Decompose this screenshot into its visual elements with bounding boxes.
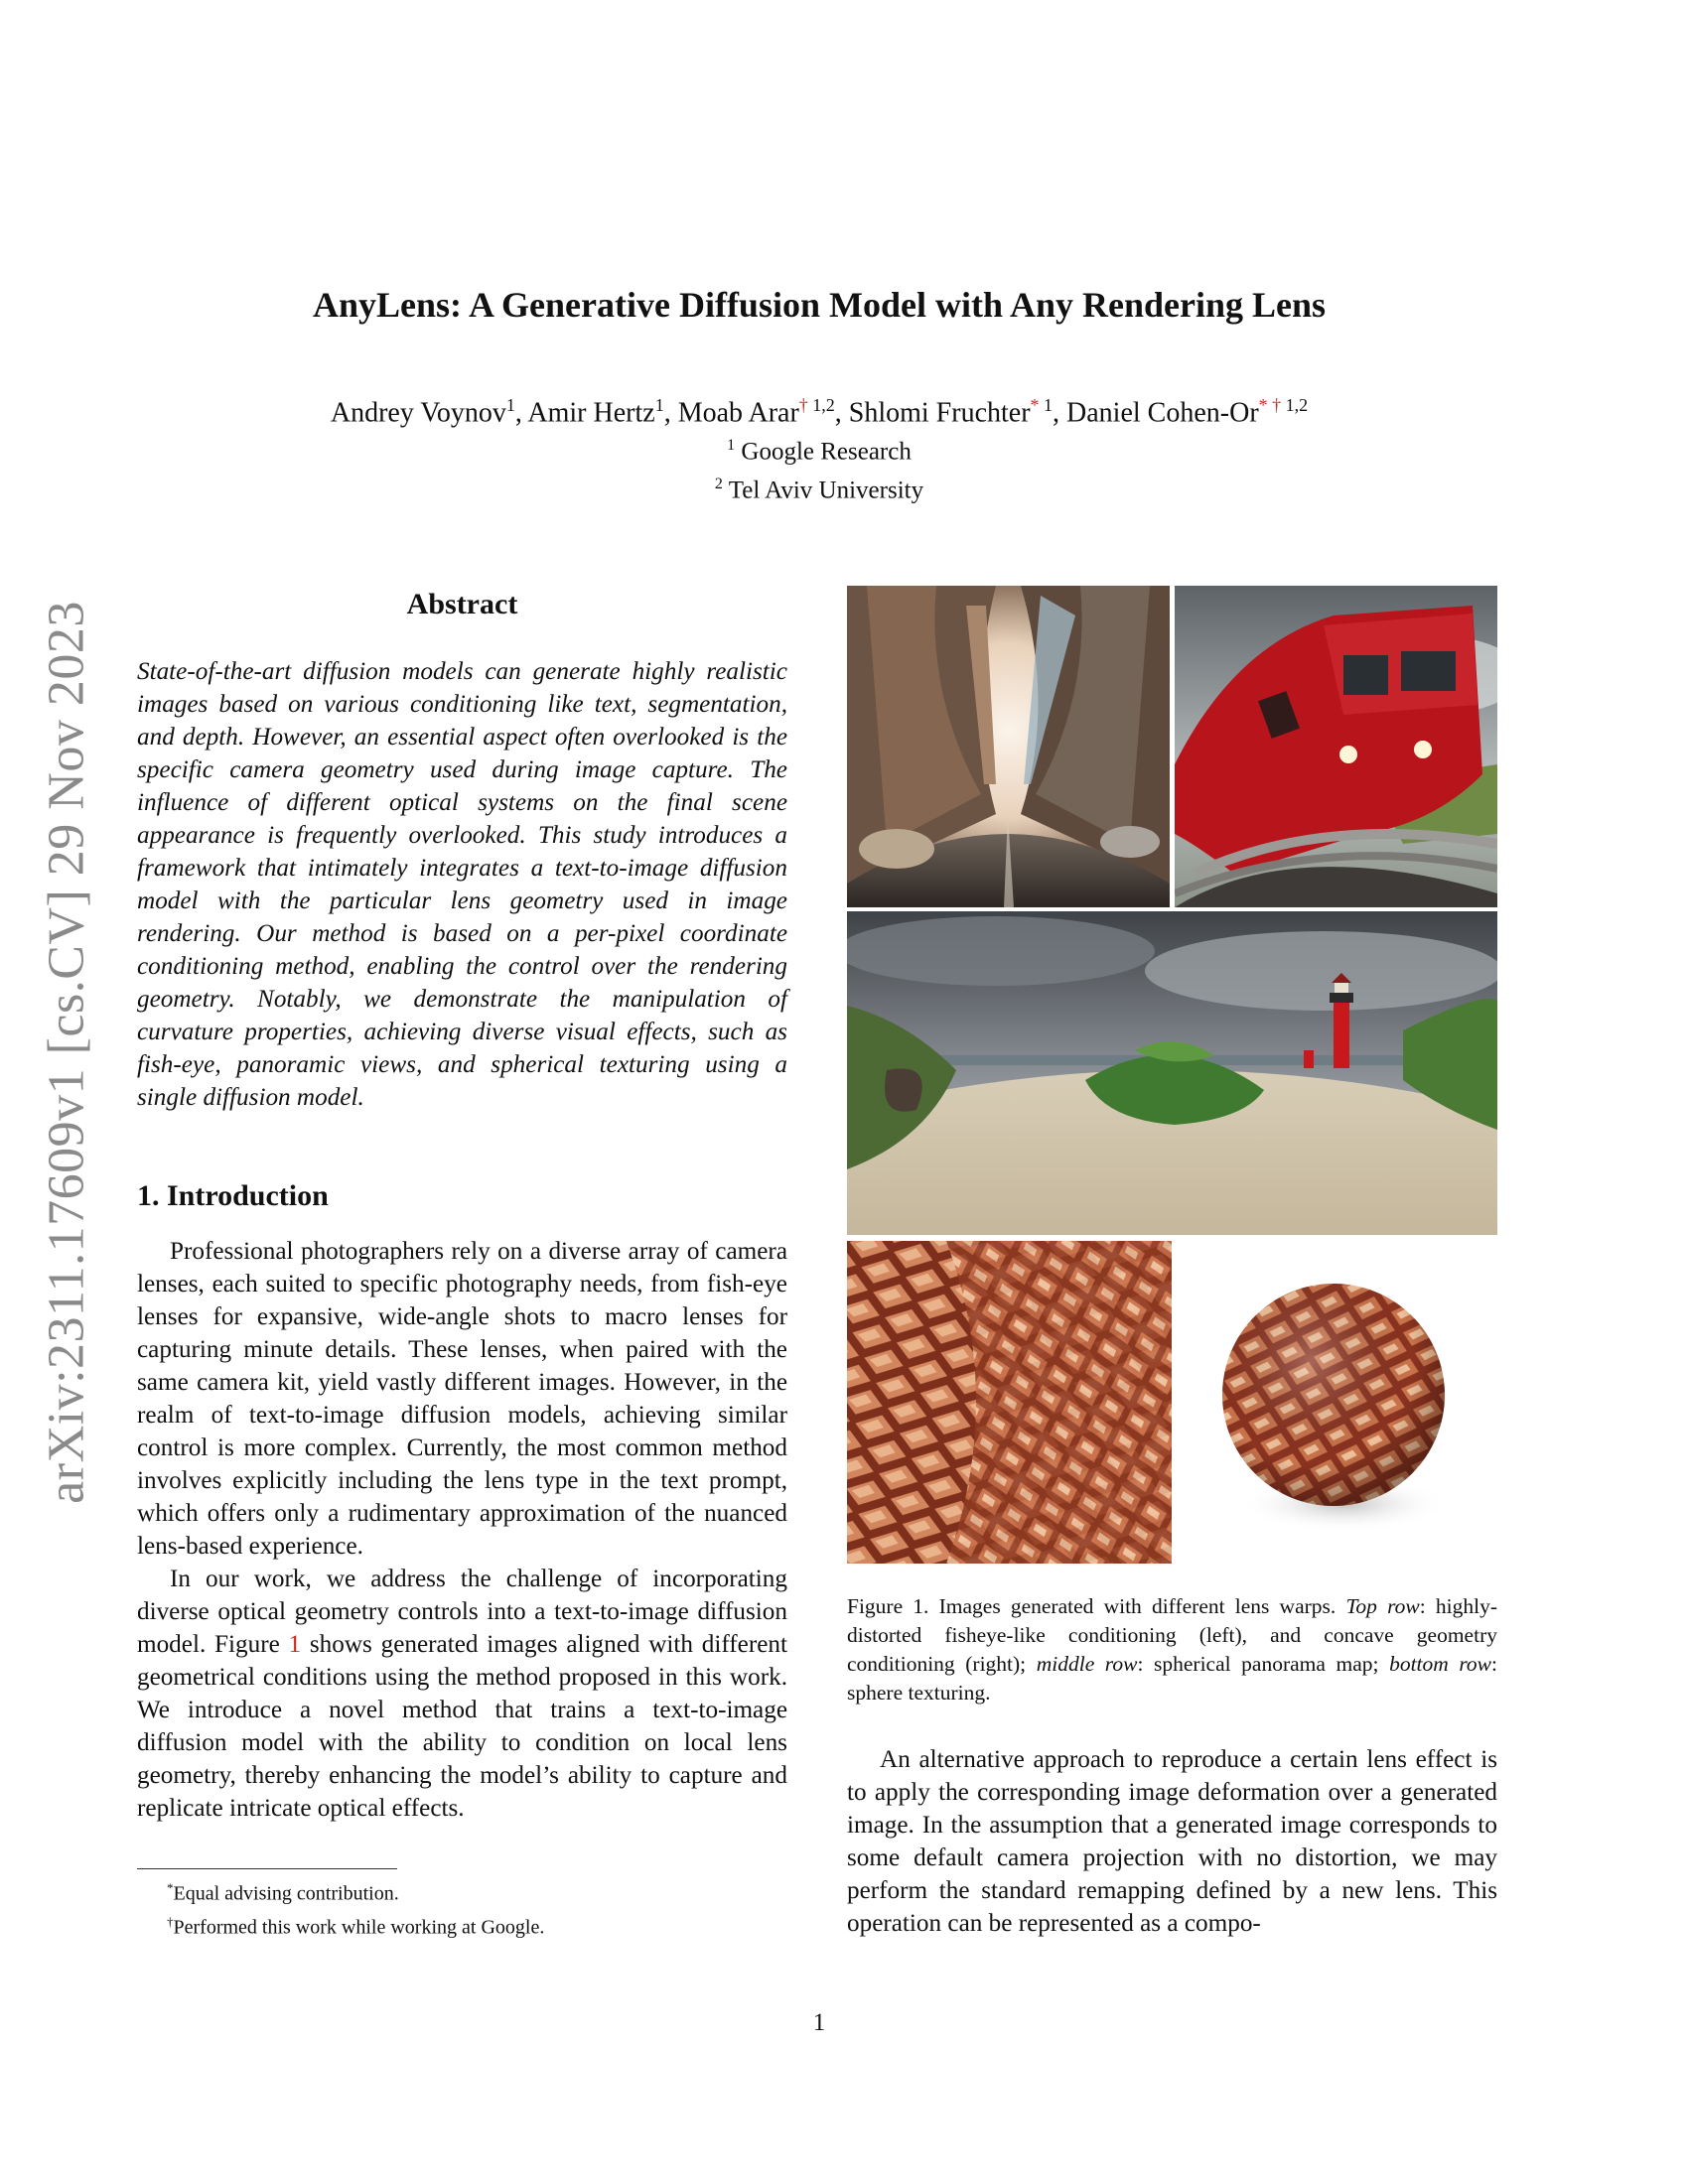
affiliation — [0, 476, 1638, 504]
caption-emphasis: middle row — [1036, 1652, 1138, 1676]
red-train-image — [1175, 586, 1497, 907]
paragraph-text: In our work, we address the challenge of incorporating diverse optical geometry controls into a text-to-image diffusion model. Figure — [137, 1566, 787, 1658]
author-affil: 1 — [1044, 395, 1054, 415]
arxiv-identifier: arXiv:2311.17609v1 [cs.CV] 29 Nov 2023 — [38, 601, 95, 1504]
caption-text: : sphere texturing. — [847, 1652, 1497, 1705]
page-number: 1 — [812, 2009, 826, 2036]
figure-reference-link[interactable]: 1 — [288, 1631, 302, 1658]
caption-emphasis: bottom row — [1389, 1652, 1492, 1676]
abstract-text: State-of-the-art diffusion models can generate highly realistic images based on various conditioning like text, segmentation, and depth. However, an essential aspect often overlooked is the specific camera geometry used during image capture. The influence of different optical systems on the final scene appearance is frequently overlooked. This study introduces a framework that intimately integrates a text-to-image diffusion model with the particular lens geometry used in image rendering. Our method is based on a per-pixel coordinate conditioning method, enabling the control over the rendering geometry. Notably, we demonstrate the manipulation of curvature properties, achieving diverse visual effects, such as fish-eye, panoramic views, and spherical texturing using a single diffusion model. — [137, 658, 787, 1111]
affiliation-name: Google Research — [741, 438, 912, 466]
intro-body — [137, 1235, 787, 1825]
author-name: Amir Hertz — [527, 397, 655, 429]
author-mark: * † — [1258, 395, 1282, 415]
footnotes — [167, 1874, 544, 1941]
footnote-mark: * — [167, 1880, 174, 1895]
affiliation-name: Tel Aviv University — [728, 477, 924, 504]
author-affil: 1 — [505, 395, 515, 415]
author-affil: 1,2 — [812, 395, 835, 415]
footnote-text: Equal advising contribution. — [173, 1882, 399, 1905]
footnote-mark: † — [167, 1913, 174, 1929]
author-mark: † — [798, 395, 808, 415]
paper-title: AnyLens: A Generative Diffusion Model with Any Rendering Lens — [312, 285, 1327, 325]
textured-sphere-image — [1175, 1241, 1497, 1564]
paragraph-text: shows generated images aligned with different geometrical conditions using the method proposed in this work. We introduce a novel method that trains a text-to-image diffusion model with the ability to condition on local lens geometry, thereby enhancing the model’s ability to capture and replicate intricate optical effects. — [137, 1631, 788, 1822]
figure-1 — [847, 586, 1497, 1564]
caption-emphasis: Top row — [1345, 1594, 1420, 1618]
abstract-heading: Abstract — [406, 588, 518, 620]
footnote-divider — [137, 1868, 397, 1869]
footnote — [167, 1908, 544, 1942]
caption-text: Images generated with different lens warps. — [928, 1594, 1346, 1618]
author-affil: 1 — [654, 395, 664, 415]
author-name: Moab Arar — [677, 397, 799, 429]
author-affil: 1,2 — [1285, 395, 1309, 415]
affiliation — [0, 437, 1638, 466]
figure-caption — [847, 1592, 1497, 1707]
author-name: Shlomi Fruchter — [848, 397, 1031, 429]
right-column-body — [847, 1743, 1497, 1940]
fisheye-city-image — [847, 586, 1170, 907]
paragraph: An alternative approach to reproduce a certain lens effect is to apply the corresponding image deformation over a generated image. In the assumption that a generated image corresponds to some default camera projection with no distortion, we may perform the standard remapping defined by a new lens. This operation can be represented as a compo- — [847, 1746, 1497, 1937]
caption-text: : highly-distorted fisheye-like conditioning (left), and concave geometry conditioning (right); — [847, 1594, 1497, 1676]
affiliation-number: 1 — [727, 437, 736, 454]
caption-text: : spherical panorama map; — [1137, 1652, 1390, 1676]
paragraph: Professional photographers rely on a diverse array of camera lenses, each suited to specific photography needs, from fish-eye lenses for expansive, wide-angle shots to macro lenses for capturing minute details. These lenses, when paired with the same camera kit, yield vastly different images. However, in the realm of text-to-image diffusion models, achieving similar control is more complex. Currently, the most common method involves explicitly including the lens type in the text prompt, which offers only a rudimentary approximation of the nuanced lens-based experience. — [137, 1238, 787, 1560]
footnote-text: Performed this work while working at Google. — [173, 1916, 545, 1939]
caption-label: Figure 1. — [847, 1594, 929, 1618]
texture-pattern-image — [847, 1241, 1172, 1564]
paragraph — [137, 1563, 787, 1825]
affiliation-number: 2 — [714, 476, 723, 492]
arxiv-stamp — [22, 556, 111, 1549]
lighthouse-panorama-image — [847, 911, 1497, 1235]
footnote — [167, 1874, 544, 1908]
author-mark: * — [1030, 395, 1040, 415]
section-heading: 1. Introduction — [137, 1179, 329, 1212]
author-list: Andrey Voynov$^1$, Amir Hertz$^1$, Moab Arar$^{\dagger 1,2}$, Shlomi Fruchter$^{* 1}$, Daniel Cohen-$Or^{* \dagger 1,2}$ — [330, 395, 1309, 429]
author-name: Andrey Voynov — [330, 397, 506, 429]
author-name: Daniel Cohen-Or — [1066, 397, 1259, 429]
